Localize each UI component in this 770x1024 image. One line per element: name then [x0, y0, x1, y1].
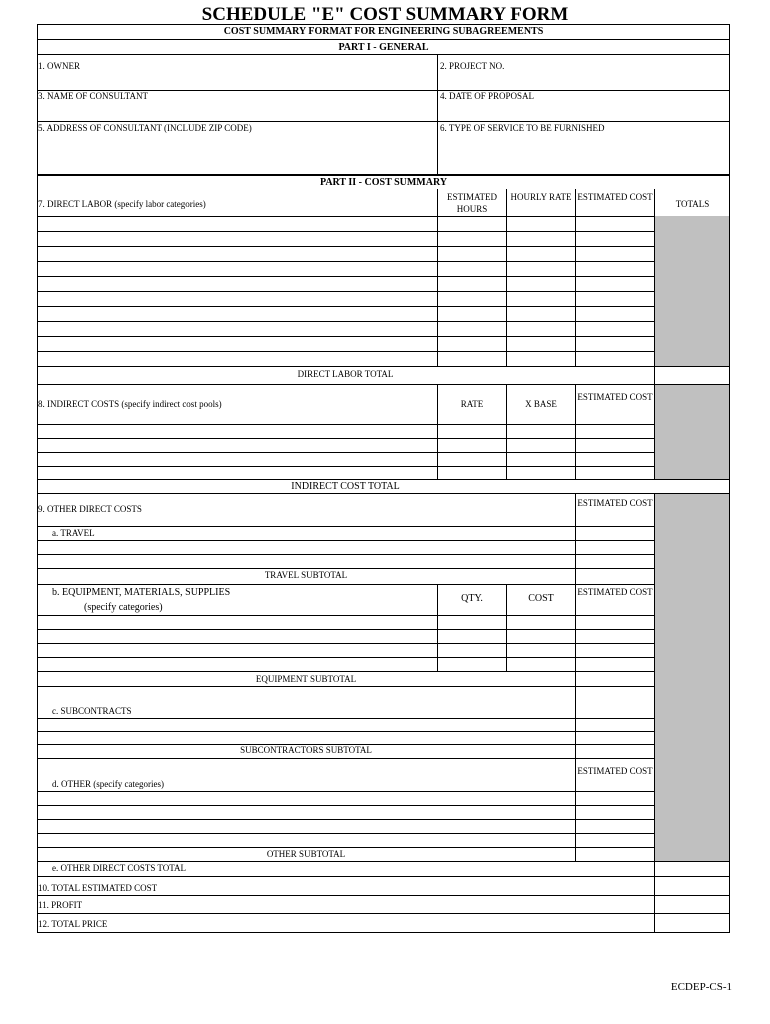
grid-line: [37, 657, 654, 658]
col-estimated-cost-indirect: ESTIMATED COST: [577, 392, 653, 402]
grid-line: [37, 174, 730, 176]
owner-label: 1. OWNER: [38, 61, 80, 71]
col-hourly-rate: HOURLY RATE: [510, 192, 572, 202]
frame-top: [37, 24, 730, 25]
frame-bottom: [37, 932, 730, 933]
grid-line: [37, 540, 654, 541]
col-rate: RATE: [460, 399, 484, 409]
grid-line: [37, 876, 730, 877]
proposal-date-label: 4. DATE OF PROPOSAL: [440, 91, 535, 101]
form-code: ECDEP-CS-1: [670, 981, 732, 993]
grid-line: [37, 384, 730, 385]
grid-line: [37, 54, 730, 55]
col-divider: [437, 54, 438, 174]
grid-line: [37, 351, 654, 352]
grid-line: [37, 643, 654, 644]
consultant-address-label: 5. ADDRESS OF CONSULTANT (INCLUDE ZIP CODE): [38, 123, 252, 133]
other-direct-costs-total: e. OTHER DIRECT COSTS TOTAL: [52, 863, 187, 873]
grid-line: [37, 306, 654, 307]
part1-heading: PART I - GENERAL: [338, 42, 429, 53]
grid-line: [37, 731, 654, 732]
grid-line: [37, 276, 654, 277]
col-divider: [575, 189, 576, 366]
grid-line: [37, 121, 730, 122]
totals-shading-other: [654, 493, 730, 861]
grid-line: [37, 791, 654, 792]
col-qty: QTY.: [461, 593, 483, 604]
grid-line: [37, 366, 730, 367]
col-totals: TOTALS: [675, 199, 710, 209]
col-divider: [654, 493, 655, 933]
equipment-specify-label: (specify categories): [84, 602, 163, 613]
grid-line: [37, 895, 730, 896]
col-estimated-cost-other-direct: ESTIMATED COST: [577, 498, 653, 508]
indirect-costs-label: 8. INDIRECT COSTS (specify indirect cost pools): [38, 399, 222, 409]
col-unit-cost: COST: [528, 593, 554, 604]
grid-line: [37, 231, 654, 232]
profit-label: 11. PROFIT: [38, 900, 83, 910]
cost-summary-form: [37, 24, 730, 933]
other-subtotal: OTHER SUBTOTAL: [266, 849, 346, 859]
total-estimated-cost-label: 10. TOTAL ESTIMATED COST: [38, 883, 158, 893]
grid-line: [37, 819, 654, 820]
grid-line: [37, 466, 654, 467]
direct-labor-total: DIRECT LABOR TOTAL: [297, 369, 394, 379]
subcontracts-label: c. SUBCONTRACTS: [52, 706, 132, 716]
grid-line: [37, 261, 654, 262]
col-estimated-cost-equipment: ESTIMATED COST: [577, 587, 653, 597]
grid-line: [37, 424, 654, 425]
project-no-label: 2. PROJECT NO.: [440, 61, 505, 71]
col-divider: [437, 189, 438, 366]
other-direct-costs-label: 9. OTHER DIRECT COSTS: [38, 504, 142, 514]
grid-line: [37, 805, 654, 806]
travel-subtotal: TRAVEL SUBTOTAL: [264, 570, 348, 580]
grid-line: [37, 584, 654, 585]
grid-line: [37, 847, 654, 848]
grid-line: [37, 438, 654, 439]
grid-line: [37, 479, 730, 480]
grid-line: [37, 39, 730, 40]
grid-line: [37, 526, 654, 527]
col-estimated-cost: ESTIMATED COST: [577, 192, 653, 202]
service-type-label: 6. TYPE OF SERVICE TO BE FURNISHED: [440, 123, 605, 133]
col-estimated-hours: ESTIMATED HOURS: [447, 192, 497, 214]
totals-shading-labor: [654, 216, 730, 366]
totals-shading-indirect: [654, 384, 730, 479]
grid-line: [37, 554, 654, 555]
grid-line: [37, 833, 654, 834]
grid-line: [37, 758, 654, 759]
grid-line: [37, 718, 654, 719]
grid-line: [37, 246, 654, 247]
form-subtitle: COST SUMMARY FORMAT FOR ENGINEERING SUBAGREEMENTS: [223, 26, 544, 37]
other-categories-label: d. OTHER (specify categories): [52, 779, 164, 789]
grid-line: [37, 291, 654, 292]
travel-label: a. TRAVEL: [52, 528, 95, 538]
grid-line: [37, 452, 654, 453]
grid-line: [37, 336, 654, 337]
part2-heading: PART II - COST SUMMARY: [319, 177, 448, 188]
col-divider: [654, 189, 655, 479]
col-x-base: X BASE: [525, 399, 557, 409]
equipment-subtotal: EQUIPMENT SUBTOTAL: [255, 674, 357, 684]
grid-line: [37, 913, 730, 914]
grid-line: [37, 568, 654, 569]
consultant-name-label: 3. NAME OF CONSULTANT: [38, 91, 148, 101]
subcontractors-subtotal: SUBCONTRACTORS SUBTOTAL: [240, 745, 372, 755]
col-divider: [506, 189, 507, 366]
grid-line: [37, 615, 654, 616]
grid-line: [37, 861, 730, 862]
grid-line: [37, 321, 654, 322]
col-estimated-cost-other: ESTIMATED COST: [577, 766, 653, 776]
grid-line: [37, 629, 654, 630]
col-divider: [575, 493, 576, 861]
equipment-label: b. EQUIPMENT, MATERIALS, SUPPLIES: [52, 587, 231, 598]
total-price-label: 12. TOTAL PRICE: [38, 919, 108, 929]
grid-line: [37, 671, 654, 672]
direct-labor-label: 7. DIRECT LABOR (specify labor categories): [38, 199, 206, 209]
indirect-cost-total: INDIRECT COST TOTAL: [291, 481, 400, 492]
grid-line: [37, 686, 654, 687]
grid-line: [37, 493, 730, 494]
grid-line: [37, 216, 654, 217]
form-title: SCHEDULE "E" COST SUMMARY FORM: [201, 4, 569, 25]
